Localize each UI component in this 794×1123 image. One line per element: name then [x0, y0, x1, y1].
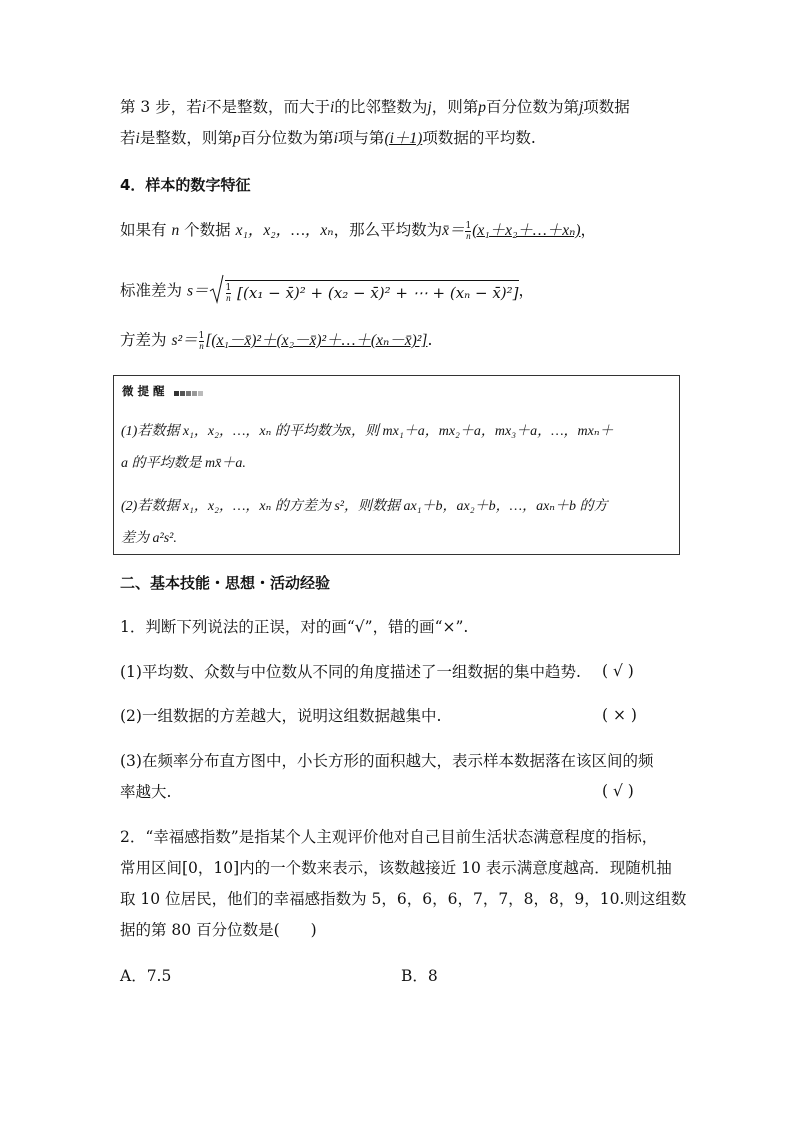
mean-symbol: x̄＝ [442, 222, 465, 239]
q1-item-3-answer: ( √ ) [602, 782, 634, 800]
text: 第 3 步，若 [120, 98, 202, 116]
text: ，则第 [431, 98, 479, 116]
std-expression: [(x₁ − x̄)² + (x₂ − x̄)² + ⋯ + (xₙ − x̄)²] [237, 283, 519, 302]
q2-option-a: A．7.5 [120, 967, 172, 985]
dot [192, 391, 197, 396]
text: 项与第 [337, 129, 385, 147]
data-variables: x₁，x₂，…，xₙ [235, 222, 334, 239]
denominator: n [226, 293, 231, 304]
tip-point-1-line2: a 的平均数是 mx̄＋a. [121, 456, 246, 471]
fraction-1-over-n [199, 332, 205, 351]
tip-point-2-line1: (2)若数据 x₁，x₂，…，xₙ 的方差为 s²，则数据 ax₁＋b，ax₂＋b，…，axₙ＋b 的方 [121, 499, 608, 514]
sqrt-body [225, 280, 519, 304]
text: 百分位数为第 [485, 98, 579, 116]
text: 如果有 [120, 221, 167, 239]
text: 若 [120, 129, 136, 147]
q2-line3: 取 10 位居民，他们的幸福感指数为 5，6，6，6，7，7，8，8，9，10.则这组数 [120, 890, 687, 908]
text: ， [518, 281, 535, 300]
variance-symbol: s²＝ [171, 332, 198, 349]
std-formula [120, 274, 534, 309]
q2-line1: 2．“幸福感指数”是指某个人主观评价他对自己目前生活状态满意程度的指标， [120, 828, 658, 846]
q2-line2: 常用区间[0，10]内的一个数来表示，该数越接近 10 表示满意度越高．现随机抽 [120, 859, 672, 877]
q1-item-3-line2: 率越大. [120, 783, 172, 801]
q1-item-1: (1)平均数、众数与中位数从不同的角度描述了一组数据的集中趋势. [120, 663, 581, 681]
dot [186, 391, 191, 396]
q1-stem: 1．判断下列说法的正误，对的画“√”，错的画“×”. [120, 618, 469, 636]
q2-line4: 据的第 80 百分位数是( ) [120, 921, 317, 939]
tip-box [113, 375, 680, 555]
text: 项数据的平均数. [422, 129, 536, 147]
std-symbol: s＝ [186, 282, 209, 300]
step3-line1 [120, 97, 630, 118]
numerator: 1 [465, 220, 472, 231]
text: 不是整数，而大于 [206, 98, 331, 116]
text: ， [580, 221, 597, 239]
step3-line2 [120, 128, 536, 149]
var-p: p [478, 99, 486, 116]
numerator: 1 [198, 330, 205, 341]
var-j: j [427, 99, 432, 116]
var-p: p [232, 130, 241, 147]
text: 项数据 [583, 98, 630, 116]
variance-formula [120, 330, 432, 351]
mean-formula [120, 220, 596, 241]
dot [174, 391, 179, 396]
mean-expression: (x₁＋x₂＋…＋xₙ) [472, 222, 581, 239]
text: 的比邻整数为 [334, 98, 428, 116]
text: ，那么平均数为 [333, 221, 443, 239]
fraction-1-over-n [465, 222, 471, 241]
var-i: i [135, 130, 140, 147]
q2-option-b: B．8 [401, 967, 438, 985]
numerator: 1 [225, 283, 232, 294]
q1-item-1-answer: ( √ ) [602, 662, 634, 680]
var-i: i [201, 99, 207, 116]
text: 方差为 [120, 331, 167, 349]
tip-header-label: 微 提 醒 [122, 384, 165, 398]
tip-point-1-line1: (1)若数据 x₁，x₂，…，xₙ 的平均数为x̄，则 mx₁＋a，mx₂＋a，mx₃＋a，…，mxₙ＋ [121, 424, 614, 439]
text: 百分位数为第 [240, 129, 334, 147]
q1-item-3-line1: (3)在频率分布直方图中，小长方形的面积越大，表示样本数据落在该区间的频 [120, 752, 654, 770]
radical-icon [209, 274, 225, 304]
index-expression: (i＋1) [384, 130, 423, 147]
fraction-1-over-n [226, 284, 232, 303]
q1-item-2-answer: ( × ) [602, 706, 637, 724]
dot [180, 391, 185, 396]
var-i: i [333, 130, 338, 147]
tip-header [122, 383, 204, 399]
var-i: i [330, 99, 335, 116]
section4-heading: 4．样本的数字特征 [120, 176, 251, 194]
tip-point-2-line2: 差为 a²s². [121, 531, 177, 546]
denominator: n [466, 230, 471, 241]
denominator: n [199, 340, 204, 351]
text: . [427, 331, 433, 349]
header-dots-icon [174, 385, 204, 399]
q1-item-2: (2)一组数据的方差越大，说明这组数据越集中. [120, 707, 442, 725]
var-j-underlined: j [578, 99, 584, 116]
dot [198, 391, 203, 396]
sqrt-sign [209, 274, 225, 309]
section2-heading: 二、基本技能・思想・活动经验 [120, 574, 331, 592]
text: 标准差为 [120, 281, 183, 300]
variance-expression: [(x₁－x̄)²＋(x₂－x̄)²＋…＋(xₙ－x̄)²] [205, 332, 428, 349]
text: 个数据 [184, 221, 231, 239]
var-n: n [171, 222, 180, 239]
text: 是整数，则第 [139, 129, 233, 147]
